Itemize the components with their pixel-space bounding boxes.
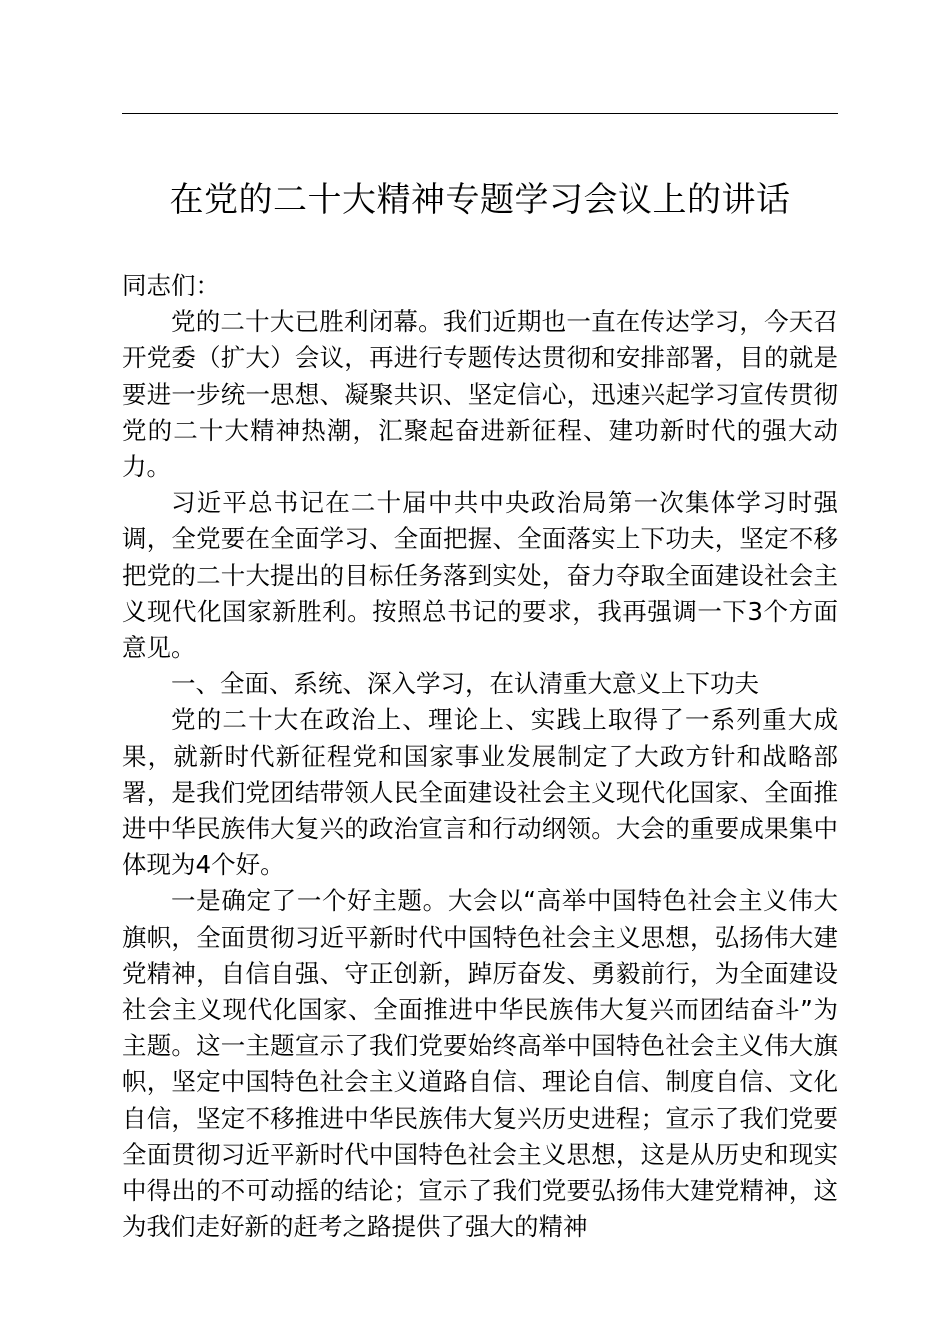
section-heading-1: 一、全面、系统、深入学习，在认清重大意义上下功夫	[171, 669, 759, 699]
paragraph-intro: 党的二十大已胜利闭幕。我们近期也一直在传达学习，今天召开党委（扩大）会议，再进行专题传达贯彻和安排部署，目的就是要进一步统一思想、凝聚共识、坚定信心，迅速兴起学习宣传贯彻党的二十大精神热潮，汇聚起奋进新征程、建功新时代的强大动力。	[122, 307, 838, 482]
header-rule	[122, 113, 838, 114]
paragraph-achievements: 党的二十大在政治上、理论上、实践上取得了一系列重大成果，就新时代新征程党和国家事业发展制定了大政方针和战略部署，是我们党团结带领人民全面建设社会主义现代化国家、全面推进中华民族伟大复兴的政治宣言和行动纲领。大会的重要成果集中体现为4个好。	[122, 705, 838, 880]
paragraph-theme: 一是确定了一个好主题。大会以“高举中国特色社会主义伟大旗帜，全面贯彻习近平新时代中国特色社会主义思想，弘扬伟大建党精神，自信自强、守正创新，踔厉奋发、勇毅前行，为全面建设社会主义现代化国家、全面推进中华民族伟大复兴而团结奋斗”为主题。这一主题宣示了我们党要始终高举中国特色社会主义伟大旗帜，坚定中国特色社会主义道路自信、理论自信、制度自信、文化自信，坚定不移推进中华民族伟大复兴历史进程；宣示了我们党要全面贯彻习近平新时代中国特色社会主义思想，这是从历史和现实中得出的不可动摇的结论；宣示了我们党要弘扬伟大建党精神，这为我们走好新的赶考之路提供了强大的精神	[122, 886, 838, 1242]
salutation: 同志们：	[122, 271, 220, 300]
paragraph-instruction: 习近平总书记在二十届中共中央政治局第一次集体学习时强调，全党要在全面学习、全面把握、全面落实上下功夫，坚定不移把党的二十大提出的目标任务落到实处，奋力夺取全面建设社会主义现代化国家新胜利。按照总书记的要求，我再强调一下3个方面意见。	[122, 488, 838, 663]
document-body	[122, 268, 838, 1245]
document-title: 在党的二十大精神专题学习会议上的讲话	[169, 180, 791, 220]
